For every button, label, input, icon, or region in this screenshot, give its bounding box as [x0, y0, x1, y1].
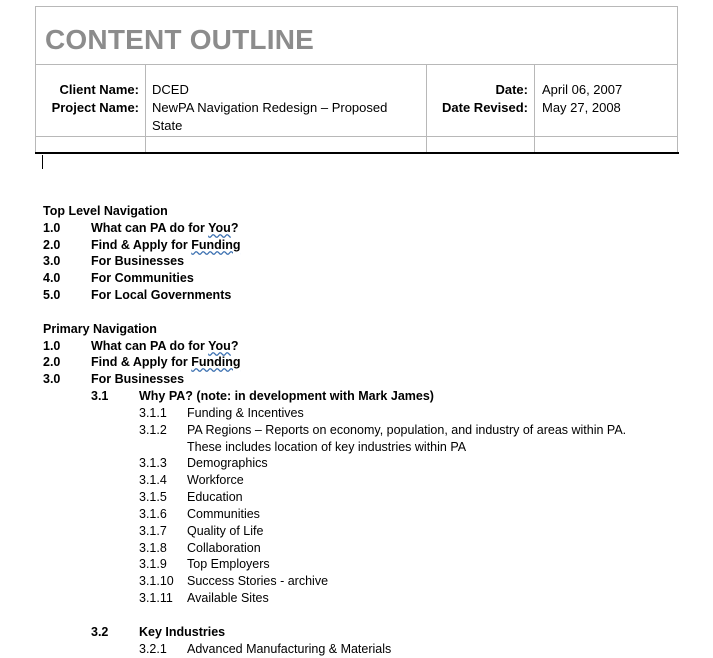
table-divider [145, 64, 146, 153]
outline-item: PA Regions – Reports on economy, population, and industry of areas within PA. [187, 423, 627, 437]
outline-number: 5.0 [43, 288, 61, 302]
outline-number: 3.1.11 [139, 591, 173, 605]
outline-item: For Local Governments [91, 288, 232, 302]
outline-number: 3.1.3 [139, 456, 167, 470]
header-bottom-rule [35, 152, 679, 154]
spellcheck-word: You [208, 221, 231, 235]
spellcheck-word: Funding [191, 355, 241, 369]
date-value: April 06, 2007 [542, 82, 623, 97]
outline-item: What can PA do for You? [91, 339, 239, 353]
outline-number: 3.1.1 [139, 406, 167, 420]
outline-item: Find & Apply for Funding [91, 238, 241, 252]
client-name-value: DCED [152, 82, 189, 97]
outline-item: Find & Apply for Funding [91, 355, 241, 369]
section-heading-top-level: Top Level Navigation [43, 204, 168, 218]
outline-item: Quality of Life [187, 524, 264, 538]
outline-number: 3.1.6 [139, 507, 167, 521]
project-name-value: NewPA Navigation Redesign – Proposed [152, 100, 388, 115]
outline-item: Funding & Incentives [187, 406, 304, 420]
outline-number: 1.0 [43, 339, 61, 353]
outline-item: Workforce [187, 473, 244, 487]
header-table [35, 6, 678, 153]
outline-number: 3.1.7 [139, 524, 167, 538]
text-cursor[interactable] [42, 155, 43, 169]
client-name-label: Client Name: [59, 82, 139, 97]
outline-item: Collaboration [187, 541, 261, 555]
outline-item: Education [187, 490, 243, 504]
outline-number: 3.1 [91, 389, 109, 403]
outline-item: Top Employers [187, 557, 270, 571]
outline-item: For Businesses [91, 254, 185, 268]
outline-number: 2.0 [43, 238, 61, 252]
outline-number: 3.1.10 [139, 574, 174, 588]
table-divider [426, 64, 427, 153]
outline-item: Success Stories - archive [187, 574, 329, 588]
outline-item: For Businesses [91, 372, 185, 386]
outline-item: Demographics [187, 456, 268, 470]
section-heading-primary: Primary Navigation [43, 322, 157, 336]
outline-number: 3.1.9 [139, 557, 167, 571]
outline-item: Advanced Manufacturing & Materials [187, 642, 392, 656]
outline-number: 3.1.4 [139, 473, 167, 487]
outline-number: 4.0 [43, 271, 61, 285]
table-divider [534, 64, 535, 153]
table-rule [36, 64, 677, 65]
outline-item: Available Sites [187, 591, 269, 605]
page-title: CONTENT OUTLINE [45, 24, 314, 55]
date-revised-label: Date Revised: [442, 100, 528, 115]
project-name-label: Project Name: [51, 100, 139, 115]
outline-number: 3.2.1 [139, 642, 167, 656]
outline-item: For Communities [91, 271, 194, 285]
date-revised-value: May 27, 2008 [542, 100, 621, 115]
table-rule [36, 136, 677, 137]
spellcheck-word: Funding [191, 238, 241, 252]
outline-item: Why PA? (note: in development with Mark James) [139, 389, 434, 403]
outline-number: 3.1.8 [139, 541, 167, 555]
outline-number: 2.0 [43, 355, 61, 369]
outline-item: Key Industries [139, 625, 226, 639]
outline-item: What can PA do for You? [91, 221, 239, 235]
outline-number: 3.1.2 [139, 423, 167, 437]
outline-number: 3.0 [43, 254, 61, 268]
outline-number: 1.0 [43, 221, 61, 235]
spellcheck-word: You [208, 339, 231, 353]
date-label: Date: [495, 82, 528, 97]
outline-number: 3.1.5 [139, 490, 167, 504]
outline-item-cont: These includes location of key industries within PA [187, 440, 467, 454]
outline-number: 3.0 [43, 372, 61, 386]
project-name-value-cont: State [152, 118, 183, 133]
outline-item: Communities [187, 507, 260, 521]
outline-number: 3.2 [91, 625, 109, 639]
